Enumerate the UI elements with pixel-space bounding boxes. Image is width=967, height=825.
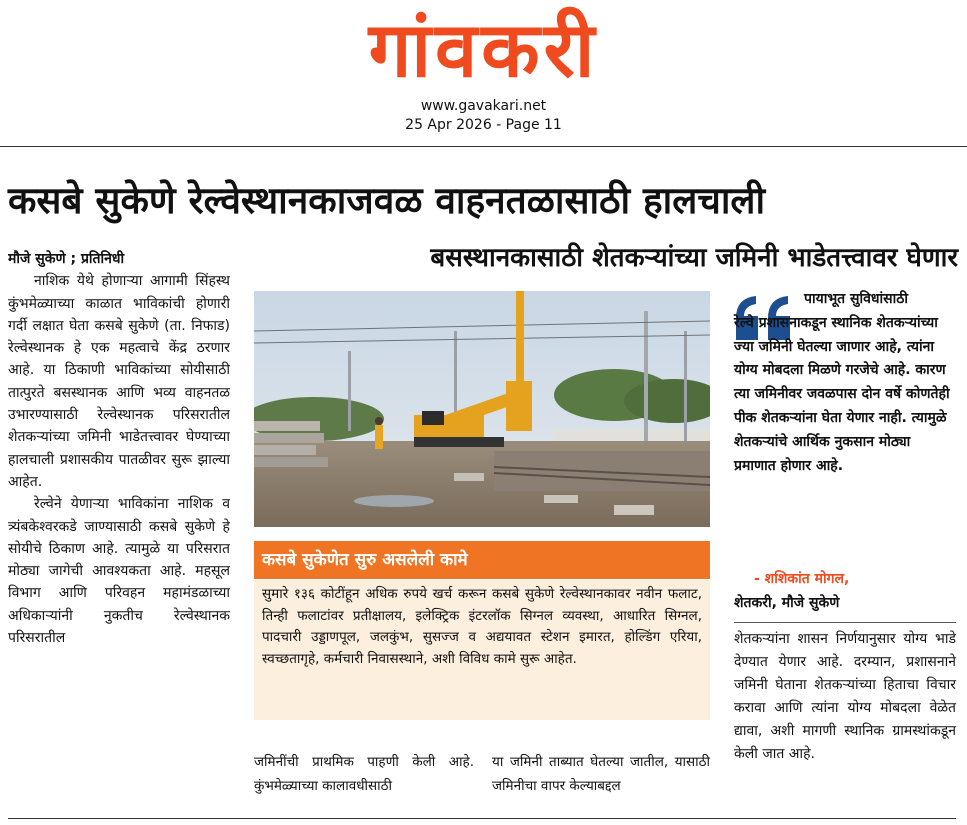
article-photo [254, 291, 710, 527]
article-column-left [8, 248, 230, 808]
byline: मौजे सुकेणे ; प्रतिनिधी [8, 251, 125, 267]
headline: कसबे सुकेणे रेल्वेस्थानकाजवळ वाहनतळासाठी हालचाली [8, 179, 766, 222]
quote-author: - शशिकांत मोगल, [754, 571, 850, 587]
box-body: सुमारे १३६ कोटींहून अधिक रुपये खर्च करून कसबे सुकेणे रेल्वेस्थानकावर नवीन फलाट, तिन्ही फलाटांवर प्रतीक्षालय, इलेक्ट्रिक इंटरलॉक सिग्नल व्यवस्था, आधारित सिग्नल, पादचारी उड्डाणपूल, जलकुंभ, सुसज्ज व अद्ययावत स्टेशन इमारत, होल्डिंग एरिया, स्वच्छतागृहे, कर्मचारी निवासस्थाने, अशी विविध कामे सुरू आहेत. [254, 580, 710, 720]
quote-divider [734, 622, 956, 623]
masthead [0, 0, 967, 150]
box-heading: कसबे सुकेणेत सुरु असलेली कामे [254, 541, 710, 579]
article-paragraph-1: नाशिक येथे होणाऱ्या आगामी सिंहस्थ कुंभमेळ्याच्या काळात भाविकांची होणारी गर्दी लक्षात घेता कसबे सुकेणे (ता. निफाड) रेल्वेस्थानक हे एक महत्वाचे केंद्र ठरणार आहे. या ठिकाणी भाविकांच्या सोयीसाठी तात्पुरते बसस्थानक आणि भव्य वाहनतळ उभारण्यासाठी रेल्वेस्थानक परिसरातील शेतकऱ्यांच्या जमिनी भाडेतत्त्वावर घेण्याच्या हालचाली प्रशासकीय पातळीवर सुरू झाल्या आहेत. [8, 273, 230, 490]
website-url[interactable]: www.gavakari.net [420, 98, 547, 114]
footer-divider [8, 818, 956, 819]
article-column-middle-2: या जमिनी ताब्यात घेतल्या जातील, यासाठी जमिनीचा वापर केल्याबद्दल [492, 754, 710, 794]
article-column-middle-1: जमिनींची प्राथमिक पाहणी केली आहे. कुंभमेळ्याच्या कालावधीसाठी [254, 754, 474, 794]
quote-author-role: शेतकरी, मौजे सुकेणे [734, 595, 840, 611]
article-column-right: शेतकऱ्यांना शासन निर्णयानुसार योग्य भाडे देण्यात येणार आहे. दरम्यान, प्रशासनाने जमिनी घेताना शेतकऱ्यांच्या हिताचा विचार करावा आणि त्यांना योग्य मोबदला वेळेत द्यावा, अशी मागणी स्थानिक ग्रामस्थांकडून केली जात आहे. [734, 631, 956, 762]
pull-quote-body: रेल्वे प्रशासनाकडून स्थानिक शेतकऱ्यांच्या ज्या जमिनी घेतल्या जाणार आहे, त्यांना योग्य मोबदला मिळणे गरजेचे आहे. कारण त्या जमिनीवर जवळपास दोन वर्षे कोणतेही पीक शेतकऱ्यांना घेता येणार नाही. त्यामुळे शेतकऱ्यांचे आर्थिक नुकसान मोठ्या प्रमाणात होणार आहे. [734, 314, 950, 474]
pull-quote-first-line: पायाभूत सुविधांसाठी [804, 291, 908, 307]
header-divider [0, 146, 967, 147]
newspaper-logo: गांवकरी [368, 5, 599, 94]
article-paragraph-2: रेल्वेने येणाऱ्या भाविकांना नाशिक व त्र्यंबकेश्वरकडे जाण्यासाठी कसबे सुकेणे हे सोयीचे ठिकाण आहे. त्यामुळे या परिसरात मोठ्या जागेची आवश्यकता आहे. महसूल विभाग आणि परिवहन महामंडळाच्या अधिकाऱ्यांनी नुकतीच रेल्वेस्थानक परिसरातील [8, 496, 230, 647]
subheadline: बसस्थानकासाठी शेतकऱ्यांच्या जमिनी भाडेतत्त्वावर घेणार [430, 243, 958, 273]
dateline: 25 Apr 2026 - Page 11 [405, 117, 562, 133]
pull-quote [734, 288, 956, 478]
construction-site-photo [254, 291, 710, 527]
